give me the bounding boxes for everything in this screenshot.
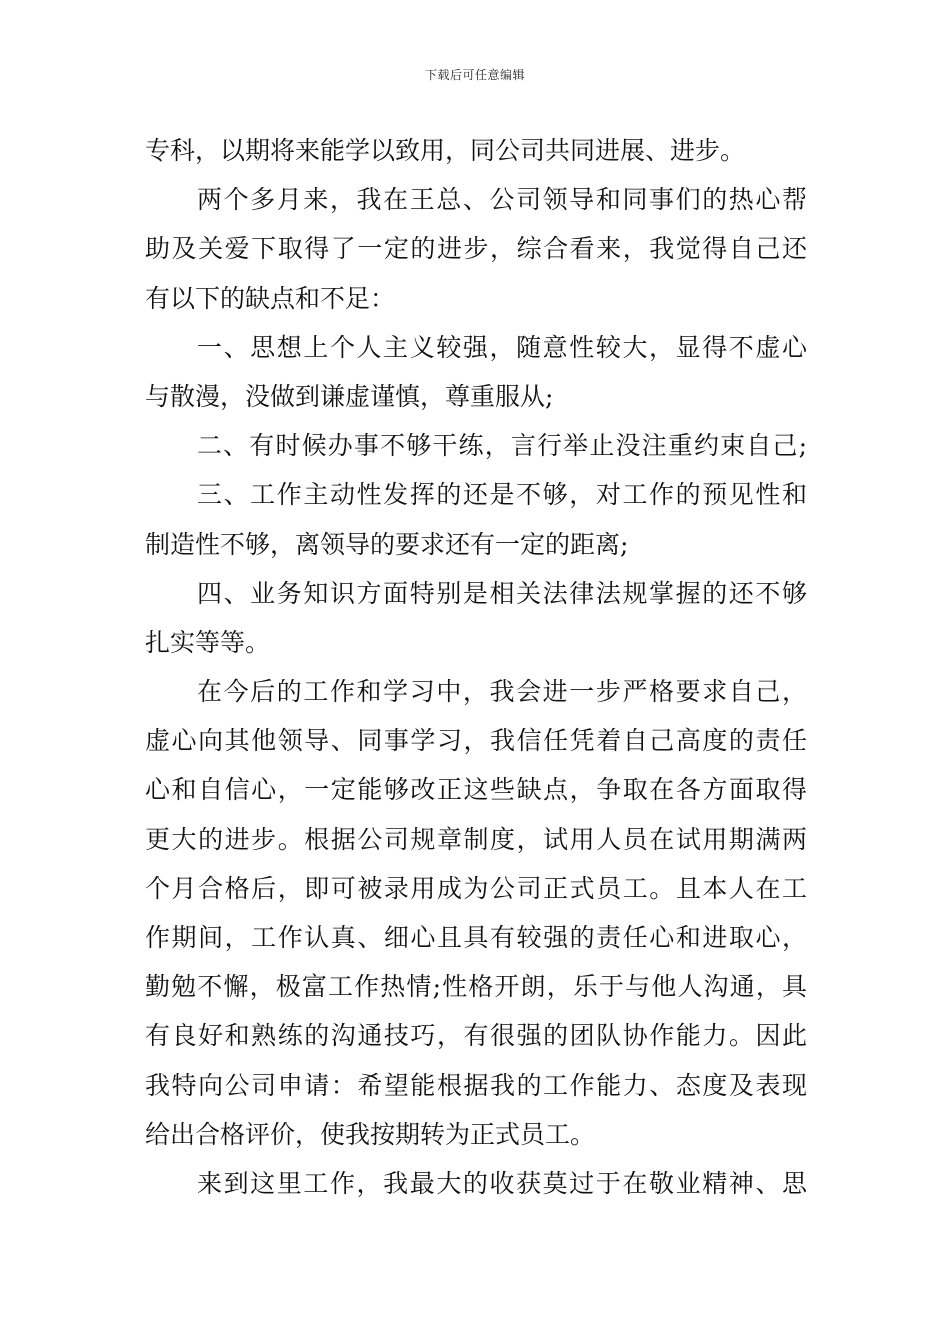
text-line: 专科，以期将来能学以致用，同公司共同进展、进步。 bbox=[145, 136, 746, 165]
page-header: 下载后可任意编辑 bbox=[424, 68, 525, 82]
text-line: 心和自信心，一定能够改正这些缺点，争取在各方面取得 bbox=[145, 775, 807, 805]
text-line: 四、业务知识方面特别是相关法律法规掌握的还不够 bbox=[197, 578, 807, 608]
text-line: 三、工作主动性发挥的还是不够，对工作的预见性和 bbox=[197, 480, 807, 510]
text-line: 二、有时候办事不够干练，言行举止没注重约束自己; bbox=[197, 431, 807, 461]
text-line: 扎实等等。 bbox=[145, 627, 271, 657]
text-line: 两个多月来，我在王总、公司领导和同事们的热心帮 bbox=[197, 185, 807, 215]
text-line: 在今后的工作和学习中，我会进一步严格要求自己， bbox=[197, 677, 807, 707]
text-line: 与散漫，没做到谦虚谨慎，尊重服从; bbox=[145, 381, 554, 411]
text-line: 有以下的缺点和不足： bbox=[145, 283, 396, 313]
text-line: 制造性不够，离领导的要求还有一定的距离; bbox=[145, 529, 629, 559]
text-line: 勤勉不懈，极富工作热情;性格开朗，乐于与他人沟通，具 bbox=[145, 972, 807, 1002]
text-line: 我特向公司申请：希望能根据我的工作能力、态度及表现 bbox=[145, 1070, 807, 1100]
text-line: 助及关爱下取得了一定的进步，综合看来，我觉得自己还 bbox=[145, 234, 807, 264]
text-line: 虚心向其他领导、同事学习，我信任凭着自己高度的责任 bbox=[145, 726, 807, 756]
text-line: 一、思想上个人主义较强，随意性较大，显得不虚心 bbox=[197, 332, 807, 362]
text-line: 更大的进步。根据公司规章制度，试用人员在试用期满两 bbox=[145, 824, 807, 854]
text-line: 来到这里工作，我最大的收获莫过于在敬业精神、思 bbox=[197, 1168, 807, 1198]
text-line: 给出合格评价，使我按期转为正式员工。 bbox=[145, 1119, 596, 1149]
text-line: 作期间，工作认真、细心且具有较强的责任心和进取心， bbox=[145, 923, 807, 952]
text-line: 个月合格后，即可被录用成为公司正式员工。且本人在工 bbox=[145, 873, 807, 903]
document-body bbox=[145, 126, 807, 1208]
text-line: 有良好和熟练的沟通技巧，有很强的团队协作能力。因此 bbox=[145, 1021, 807, 1051]
